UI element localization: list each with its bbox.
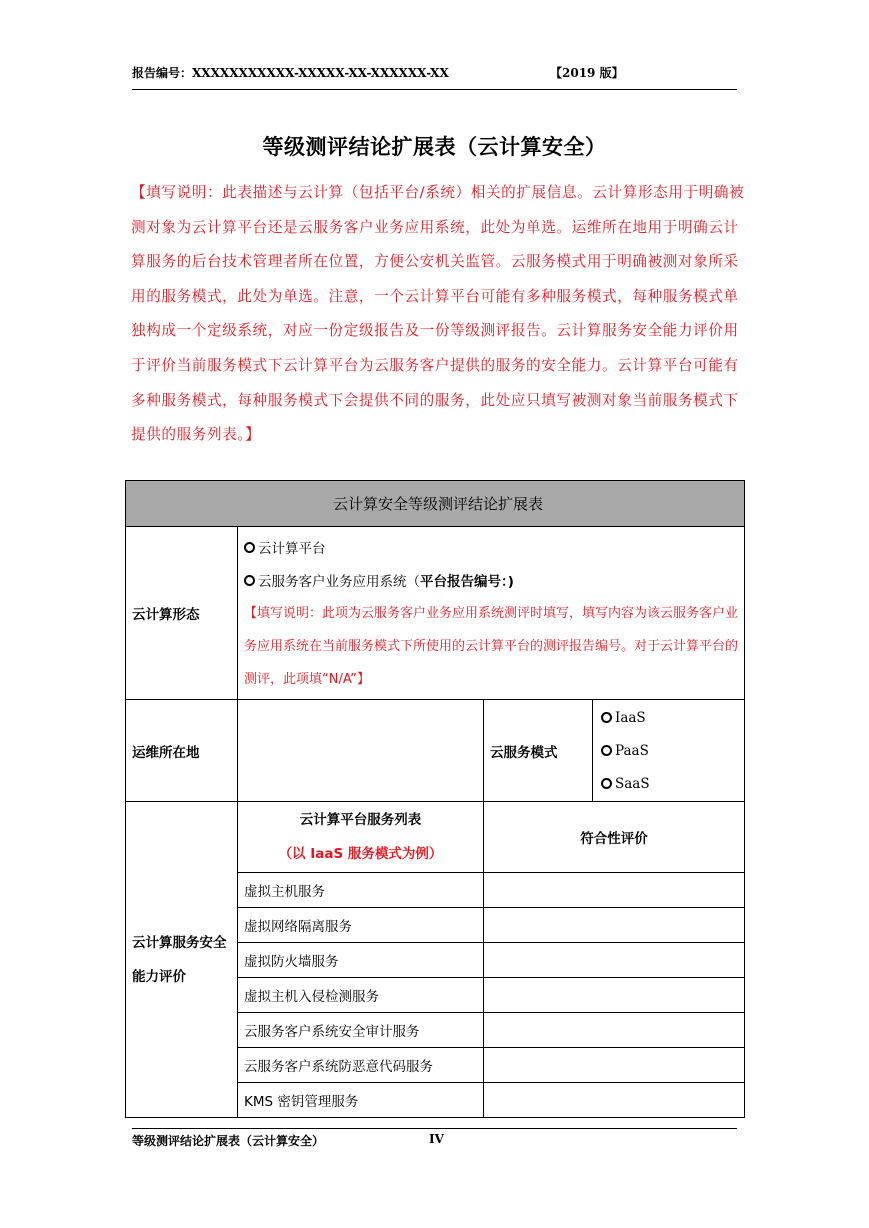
- compliance-cell[interactable]: [484, 1083, 745, 1118]
- service-item: 虚拟主机服务: [238, 873, 484, 908]
- option-paas[interactable]: PaaS: [601, 734, 744, 767]
- compliance-cell[interactable]: [484, 1048, 745, 1083]
- ops-location-value[interactable]: [238, 700, 484, 802]
- version-label: 【2019 版】: [550, 66, 624, 80]
- fill-instruction: 【填写说明：此表描述与云计算（包括平台/系统）相关的扩展信息。云计算形态用于明确被测对象为云计算平台还是云服务客户业务应用系统，此处为单选。运维所在地用于明确云计算服务的后台技术管理者所在位置，方便公安机关监管。云服务模式用于明确被测对象所采用的服务模式，此处为单选。注意，一个云计算平台可能有多种服务模式，每种服务模式单独构成一个定级系统，对应一份定级报告及一份等级测评报告。云计算服务安全能力评价用于评价当前服务模式下云计算平台为云服务客户提供的服务的安全能力。云计算平台可能有多种服务模式，每种服务模式下会提供不同的服务，此处应只填写被测对象当前服务模式下提供的服务列表。】: [131, 184, 745, 444]
- compliance-cell[interactable]: [484, 873, 745, 908]
- compliance-cell[interactable]: [484, 1013, 745, 1048]
- page-number: IV: [429, 1132, 444, 1146]
- radio-icon[interactable]: [244, 575, 255, 586]
- page-footer: [132, 1128, 737, 1148]
- cloud-form-label: 云计算形态: [126, 527, 238, 700]
- service-item: KMS 密钥管理服务: [238, 1083, 484, 1118]
- compliance-header: 符合性评价: [484, 802, 745, 873]
- cloud-form-cell: [238, 527, 745, 700]
- compliance-cell[interactable]: [484, 978, 745, 1013]
- radio-icon[interactable]: [601, 712, 612, 723]
- service-mode-label: 云服务模式: [484, 700, 593, 802]
- table-caption: 云计算安全等级测评结论扩展表: [126, 481, 745, 527]
- footer-title: 等级测评结论扩展表（云计算安全）: [132, 1134, 325, 1148]
- option-iaas[interactable]: IaaS: [601, 701, 744, 734]
- report-number: 报告编号：XXXXXXXXXXX-XXXXX-XX-XXXXXX-XX: [132, 66, 449, 80]
- page-header: [132, 62, 737, 90]
- service-mode-options: [593, 700, 745, 802]
- cloud-extension-table: [125, 480, 745, 1118]
- service-item: 虚拟防火墙服务: [238, 943, 484, 978]
- capability-label: 云计算服务安全能力评价: [126, 802, 238, 1118]
- service-item: 云服务客户系统防恶意代码服务: [238, 1048, 484, 1083]
- compliance-cell[interactable]: [484, 943, 745, 978]
- option-customer-system[interactable]: 云服务客户业务应用系统（ 平台报告编号：): [244, 564, 744, 597]
- service-list-header: 云计算平台服务列表 （以 IaaS 服务模式为例）: [238, 802, 484, 873]
- radio-icon[interactable]: [601, 778, 612, 789]
- page-title: 等级测评结论扩展表（云计算安全）: [262, 134, 607, 159]
- option-saas[interactable]: SaaS: [601, 767, 744, 800]
- option-cloud-platform[interactable]: 云计算平台: [244, 531, 744, 564]
- radio-icon[interactable]: [244, 542, 255, 553]
- radio-icon[interactable]: [601, 745, 612, 756]
- service-item: 云服务客户系统安全审计服务: [238, 1013, 484, 1048]
- service-item: 虚拟主机入侵检测服务: [238, 978, 484, 1013]
- service-item: 虚拟网络隔离服务: [238, 908, 484, 943]
- form-note: 【填写说明：此项为云服务客户业务应用系统测评时填写，填写内容为该云服务客户业务应用系统在当前服务模式下所使用的云计算平台的测评报告编号。对于云计算平台的测评，此项填“N/A”】: [244, 605, 739, 687]
- ops-location-label: 运维所在地: [126, 700, 238, 802]
- compliance-cell[interactable]: [484, 908, 745, 943]
